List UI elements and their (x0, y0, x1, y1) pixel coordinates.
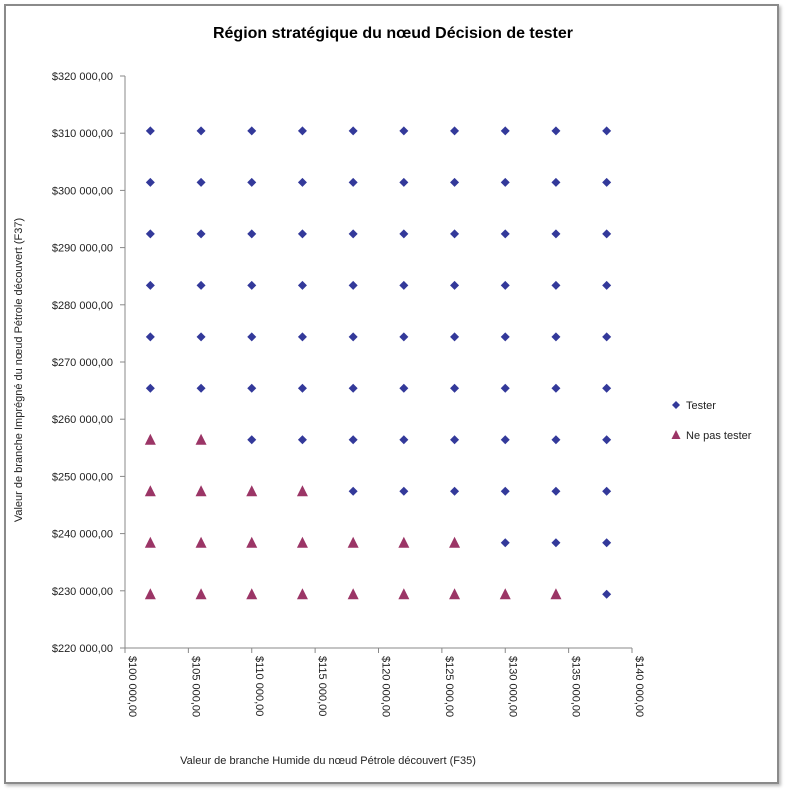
legend-label-tester: Tester (686, 400, 716, 412)
x-tick-label: $120 000,00 (379, 656, 392, 718)
point-ne-pas-tester (196, 588, 207, 599)
point-ne-pas-tester (449, 537, 460, 548)
point-ne-pas-tester (500, 588, 511, 599)
point-tester (349, 384, 358, 393)
point-tester (450, 229, 459, 238)
point-ne-pas-tester (145, 588, 156, 599)
point-tester (399, 229, 408, 238)
y-tick-label: $300 000,00 (51, 185, 113, 198)
point-ne-pas-tester (398, 588, 409, 599)
point-tester (450, 487, 459, 496)
point-tester (146, 332, 155, 341)
point-tester (551, 538, 560, 547)
point-tester (399, 487, 408, 496)
point-tester (450, 435, 459, 444)
point-tester (197, 178, 206, 187)
point-ne-pas-tester (348, 537, 359, 548)
point-tester (349, 332, 358, 341)
point-tester (298, 435, 307, 444)
point-ne-pas-tester (550, 588, 561, 599)
x-tick-label: $110 000,00 (252, 656, 265, 717)
y-tick-label: $220 000,00 (51, 643, 113, 655)
point-tester (450, 332, 459, 341)
y-tick-label: $310 000,00 (51, 128, 113, 141)
point-ne-pas-tester (246, 588, 257, 599)
point-tester (146, 281, 155, 290)
point-tester (197, 332, 206, 341)
point-tester (399, 281, 408, 290)
point-tester (602, 126, 611, 135)
x-tick-label: $100 000,00 (126, 656, 138, 718)
point-tester (349, 487, 358, 496)
point-tester (146, 229, 155, 238)
point-tester (197, 126, 206, 135)
x-axis-label: Valeur de branche Humide du nœud Pétrole découvert (F35) (180, 755, 476, 767)
point-tester (247, 229, 256, 238)
point-tester (450, 384, 459, 393)
y-tick-label: $270 000,00 (51, 357, 113, 369)
point-tester (197, 229, 206, 238)
point-ne-pas-tester (196, 434, 207, 445)
x-tick-label: $135 000,00 (569, 656, 582, 718)
point-tester (602, 332, 611, 341)
point-tester (602, 229, 611, 238)
x-tick-label: $105 000,00 (189, 656, 202, 718)
x-tick-label: $140 000,00 (633, 656, 645, 718)
y-tick-label: $260 000,00 (51, 414, 113, 427)
point-tester (399, 384, 408, 393)
point-tester (501, 332, 510, 341)
point-tester (551, 332, 560, 341)
legend (672, 400, 752, 442)
point-tester (247, 178, 256, 187)
point-ne-pas-tester (145, 485, 156, 496)
point-tester (551, 487, 560, 496)
point-tester (501, 178, 510, 187)
legend-marker-tester (672, 401, 680, 409)
point-tester (551, 384, 560, 393)
point-tester (197, 281, 206, 290)
point-ne-pas-tester (297, 485, 308, 496)
point-tester (247, 332, 256, 341)
point-tester (247, 126, 256, 135)
point-ne-pas-tester (449, 588, 460, 599)
point-tester (501, 126, 510, 135)
point-tester (298, 384, 307, 393)
point-tester (602, 487, 611, 496)
point-tester (602, 538, 611, 547)
point-tester (399, 126, 408, 135)
point-tester (247, 281, 256, 290)
chart-title: Région stratégique du nœud Décision de tester (212, 25, 574, 42)
y-tick-label: $230 000,00 (51, 585, 113, 598)
point-ne-pas-tester (196, 537, 207, 548)
point-ne-pas-tester (196, 485, 207, 496)
point-tester (146, 178, 155, 187)
point-tester (602, 178, 611, 187)
point-tester (602, 435, 611, 444)
point-tester (551, 126, 560, 135)
point-tester (349, 435, 358, 444)
point-tester (399, 332, 408, 341)
x-tick-label: $115 000,00 (316, 656, 329, 717)
point-tester (399, 178, 408, 187)
point-tester (298, 229, 307, 238)
y-tick-label: $320 000,00 (51, 71, 113, 83)
point-ne-pas-tester (145, 537, 156, 548)
point-tester (247, 435, 256, 444)
y-axis-label: Valeur de branche Imprégné du nœud Pétrole découvert (F37) (13, 217, 25, 523)
point-tester (349, 178, 358, 187)
point-ne-pas-tester (246, 485, 257, 496)
x-tick-label: $125 000,00 (442, 656, 455, 718)
point-tester (247, 384, 256, 393)
point-tester (298, 332, 307, 341)
point-tester (146, 384, 155, 393)
point-tester (602, 384, 611, 393)
point-ne-pas-tester (297, 537, 308, 548)
legend-marker-ne-pas-tester (672, 430, 681, 439)
point-tester (501, 538, 510, 547)
point-ne-pas-tester (297, 588, 308, 599)
point-tester (349, 281, 358, 290)
point-tester (551, 281, 560, 290)
point-tester (298, 281, 307, 290)
point-tester (501, 281, 510, 290)
point-tester (501, 229, 510, 238)
point-tester (450, 281, 459, 290)
point-tester (551, 229, 560, 238)
point-tester (298, 126, 307, 135)
point-tester (501, 384, 510, 393)
point-ne-pas-tester (348, 588, 359, 599)
point-tester (399, 435, 408, 444)
point-tester (602, 281, 611, 290)
point-tester (551, 435, 560, 444)
point-ne-pas-tester (246, 537, 257, 548)
point-tester (551, 178, 560, 187)
y-tick-label: $250 000,00 (51, 471, 113, 484)
x-tick-label: $130 000,00 (506, 656, 519, 718)
point-tester (197, 384, 206, 393)
point-tester (349, 126, 358, 135)
point-tester (602, 590, 611, 599)
point-tester (450, 126, 459, 135)
point-tester (349, 229, 358, 238)
point-ne-pas-tester (145, 434, 156, 445)
y-tick-label: $280 000,00 (51, 299, 113, 312)
point-tester (501, 435, 510, 444)
point-tester (146, 126, 155, 135)
point-ne-pas-tester (398, 537, 409, 548)
point-tester (501, 487, 510, 496)
point-tester (450, 178, 459, 187)
legend-label-ne-pas-tester: Ne pas tester (686, 430, 752, 442)
y-tick-label: $290 000,00 (51, 242, 113, 255)
point-tester (298, 178, 307, 187)
y-tick-label: $240 000,00 (51, 528, 113, 541)
